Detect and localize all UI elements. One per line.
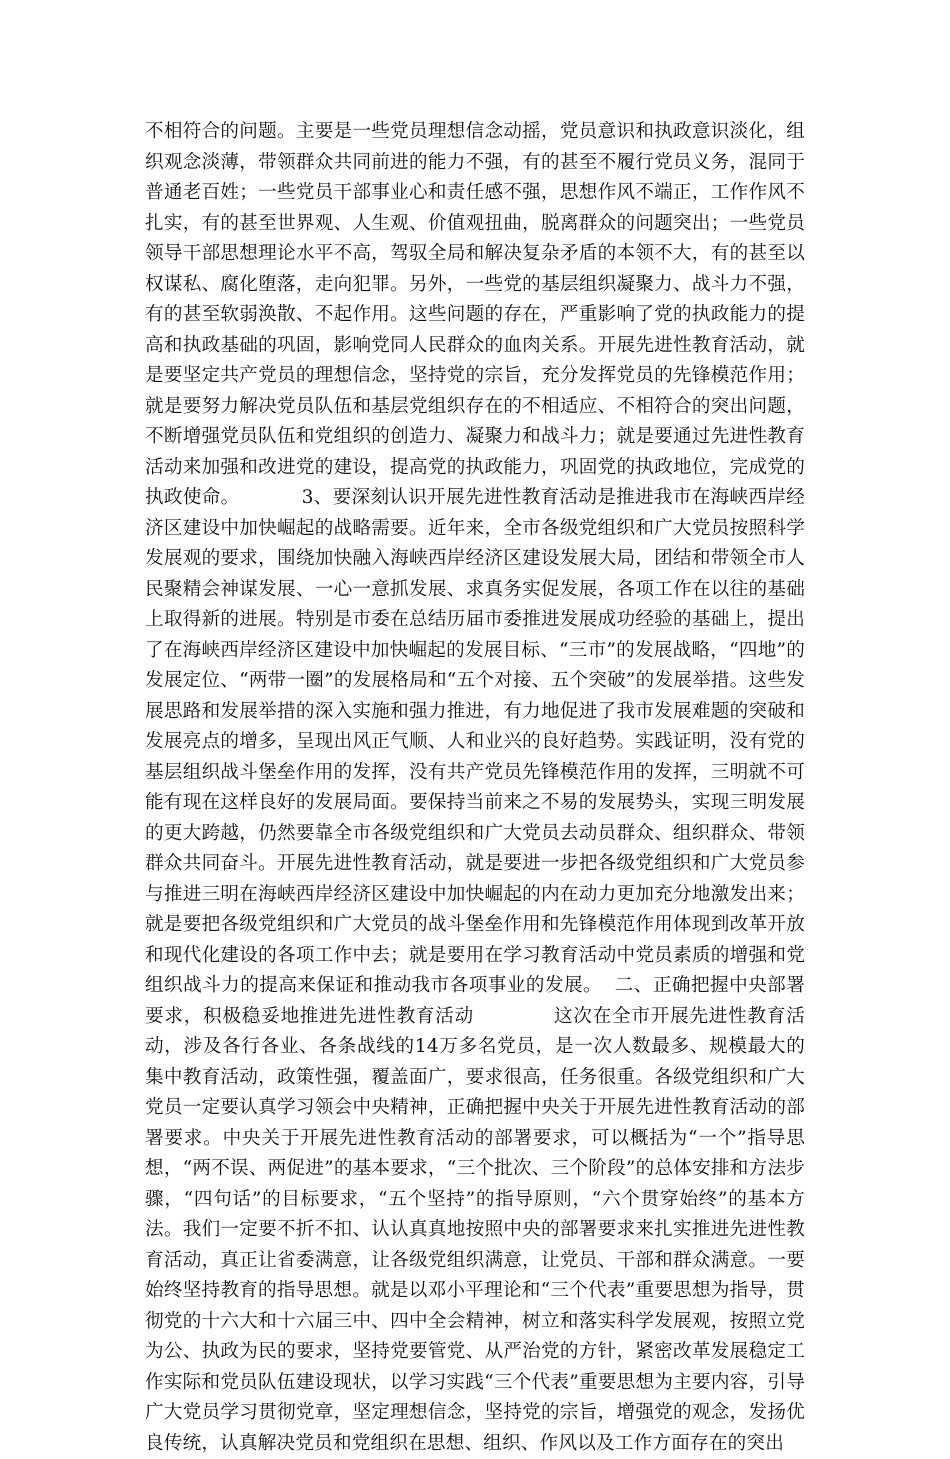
document-page bbox=[145, 117, 805, 1459]
body-paragraph: 不相符合的问题。主要是一些党员理想信念动摇，党员意识和执政意识淡化，组织观念淡薄，带领群众共同前进的能力不强，有的甚至不履行党员义务，混同于普通老百姓；一些党员干部事业心和责任感不强，思想作风不端正，工作作风不扎实，有的甚至世界观、人生观、价值观扭曲，脱离群众的问题突出；一些党员领导干部思想理论水平不高，驾驭全局和解决复杂矛盾的本领不大，有的甚至以权谋私、腐化堕落，走向犯罪。另外，一些党的基层组织凝聚力、战斗力不强，有的甚至软弱涣散、不起作用。这些问题的存在，严重影响了党的执政能力的提高和执政基础的巩固，影响党同人民群众的血肉关系。开展先进性教育活动，就是要坚定共产党员的理想信念，坚持党的宗旨，充分发挥党员的先锋模范作用；就是要努力解决党员队伍和基层党组织存在的不相适应、不相符合的突出问题，不断增强党员队伍和党组织的创造力、凝聚力和战斗力；就是要通过先进性教育活动来加强和改进党的建设，提高党的执政能力，巩固党的执政地位，完成党的执政使命。 3、要深刻认识开展先进性教育活动是推进我市在海峡西岸经济区建设中加快崛起的战略需要。近年来，全市各级党组织和广大党员按照科学发展观的要求，围绕加快融入海峡西岸经济区建设发展大局，团结和带领全市人民聚精会神谋发展、一心一意抓发展、求真务实促发展，各项工作在以往的基础上取得新的进展。特别是市委在总结历届市委推进发展成功经验的基础上，提出了在海峡西岸经济区建设中加快崛起的发展目标、“三市”的发展战略，“四地”的发展定位、“两带一圈”的发展格局和“五个对接、五个突破”的发展举措。这些发展思路和发展举措的深入实施和强力推进，有力地促进了我市发展难题的突破和发展亮点的增多，呈现出风正气顺、人和业兴的良好趋势。实践证明，没有党的基层组织战斗堡垒作用的发挥，没有共产党员先锋模范作用的发挥，三明就不可能有现在这样良好的发展局面。要保持当前来之不易的发展势头，实现三明发展的更大跨越，仍然要靠全市各级党组织和广大党员去动员群众、组织群众、带领群众共同奋斗。开展先进性教育活动，就是要进一步把各级党组织和广大党员参与推进三明在海峡西岸经济区建设中加快崛起的内在动力更加充分地激发出来；就是要把各级党组织和广大党员的战斗堡垒作用和先锋模范作用体现到改革开放和现代化建设的各项工作中去；就是要用在学习教育活动中党员素质的增强和党组织战斗力的提高来保证和推动我市各项事业的发展。 二、正确把握中央部署要求，积极稳妥地推进先进性教育活动 这次在全市开展先进性教育活动，涉及各行各业、各条战线的14万多名党员，是一次人数最多、规模最大的集中教育活动，政策性强，覆盖面广，要求很高，任务很重。各级党组织和广大党员一定要认真学习领会中央精神，正确把握中央关于开展先进性教育活动的部署要求。中央关于开展先进性教育活动的部署要求，可以概括为“一个”指导思想，“两不误、两促进”的基本要求，“三个批次、三个阶段”的总体安排和方法步骤，“四句话”的目标要求，“五个坚持”的指导原则，“六个贯穿始终”的基本方法。我们一定要不折不扣、认认真真地按照中央的部署要求来扎实推进先进性教育活动，真正让省委满意，让各级党组织满意，让党员、干部和群众满意。一要始终坚持教育的指导思想。就是以邓小平理论和“三个代表”重要思想为指导，贯彻党的十六大和十六届三中、四中全会精神，树立和落实科学发展观，按照立党为公、执政为民的要求，坚持党要管党、从严治党的方针，紧密改革发展稳定工作实际和党员队伍建设现状，以学习实践“三个代表”重要思想为主要内容，引导广大党员学习贯彻党章，坚定理想信念，坚持党的宗旨，增强党的观念，发扬优良传统，认真解决党员和党组织在思想、组织、作风以及工作方面存在的突出 bbox=[145, 121, 805, 1454]
